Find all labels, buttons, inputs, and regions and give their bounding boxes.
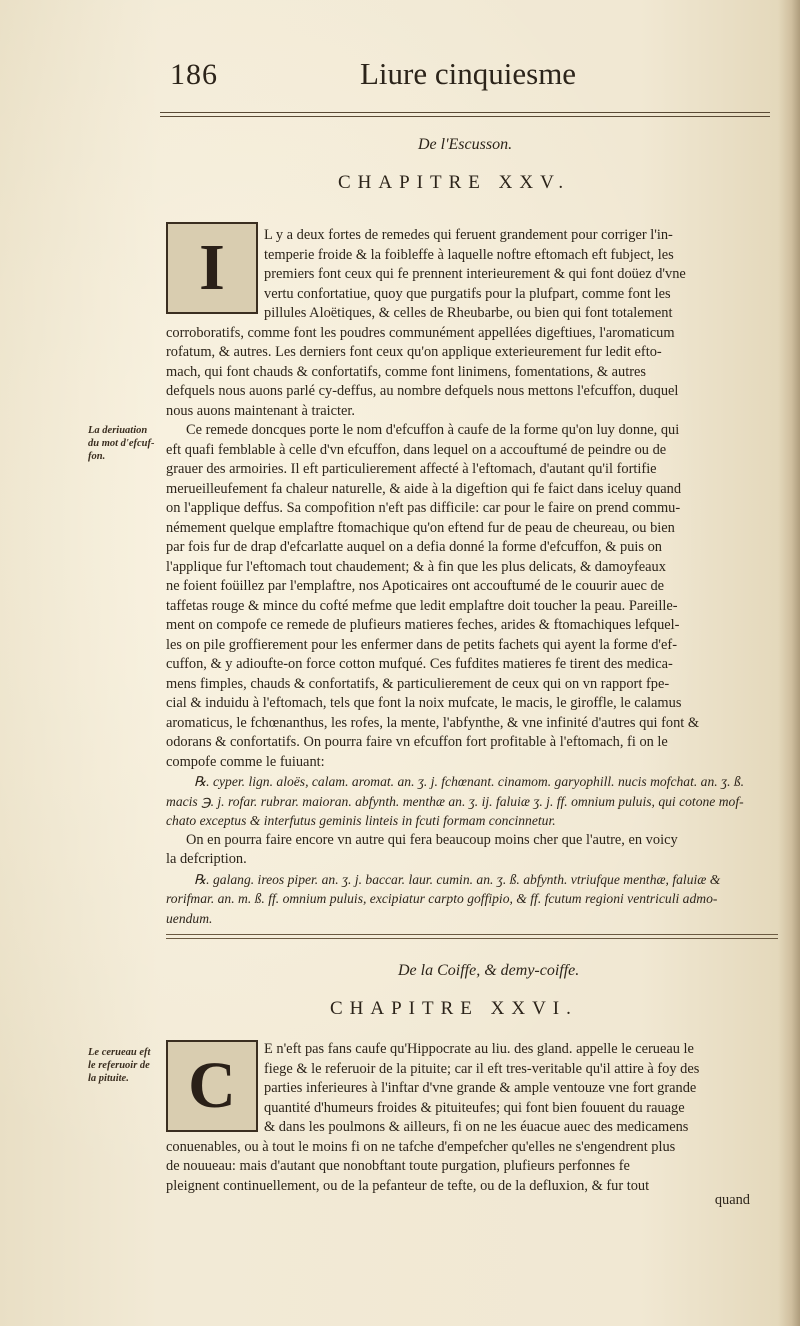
page-number: 186 [170,58,218,91]
text-line: par fois fur de drap d'efcarlatte auquel on a defia donné la forme d'efcuffon, & puis on [166,539,663,555]
text-line: temperie froide & la foibleffe à laquelle noftre eftomach eft fubject, les [264,246,674,263]
text-line: ne foient foüillez par l'emplaftre, nos Apoticaires ont accouftumé de le couurir auec de [166,578,665,594]
recipe-line: rorifmar. an. m. ß. ff. omnium puluis, excipiatur carpto goffipio, & ff. fcutum regioni ventriculi admo- [166,891,718,906]
margin-note-cerueau: Le cerueau eft le referuoir de la pituite. [88,1047,151,1084]
running-head [170,58,610,102]
text-line: vertu confortatiue, quoy que purgatifs pour la plufpart, comme font les [264,285,671,302]
text-line: merueilleufement fa chaleur naturelle, & aide à la digeftion qui fe faict dans iceluy quand [166,480,682,497]
chapter-title-xxvi: CHAPITRE XXVI. [330,998,578,1019]
text-line: eft quafi femblable à celle d'vn efcuffon, dans lequel on a accouftumé de peindre ou de [166,441,667,458]
text-line: rofatum, & autres. Les derniers font ceux qu'on applique exterieurement fur ledit efto- [166,344,662,360]
body-text-chapter-25 [166,226,778,928]
running-title: Liure cinquiesme [360,56,577,91]
text-line: ment on compofe ce remede de plufieurs matieres feches, arides & ftomachiques lefquel- [166,617,680,633]
recipe-line: ℞. galang. ireos piper. an. ʒ. j. baccar. laur. cumin. an. ʒ. ß. abfynth. vtriufque menthæ, faluiæ & [194,871,721,887]
recipe-line: uendum. [166,910,213,926]
text-line: odorans & confortatifs. On pourra faire vn efcuffon fort profitable à l'eftomach, fi on le [166,734,668,750]
chapter-divider-rule [166,934,778,939]
text-line: on l'applique deffus. Sa compofition n'eft pas difficile: car pour le faire on prend commu- [166,500,681,516]
text-line: premiers font ceux qui fe prennent interieurement & qui font doüez d'vne [264,266,686,282]
text-line: E n'eft pas fans caufe qu'Hippocrate au liu. des gland. appelle le cerueau le [264,1041,694,1057]
text-line: taffetas rouge & mince du cofté mefme que ledit emplaftre doit toucher la peau. Pareille- [166,597,678,614]
section-heading-coiffe: De la Coiffe, & demy-coiffe. [398,962,580,979]
header-rule [160,112,770,117]
drop-cap-letter: I [199,231,225,304]
recipe-line: macis ℈. j. rofar. rubrar. maioran. abfynth. menthæ an. ʒ. ij. faluiæ ʒ. j. ff. omnium puluis, qui cotone mof- [166,793,744,809]
text-line: corroboratifs, comme font les poudres communément appellées digeftiues, l'aromaticum [166,324,675,341]
catchword: quand [714,1192,750,1208]
text-line: pillules Aloëtiques, & celles de Rheubarbe, ou bien qui font totalement [264,305,673,321]
chapter-title-xxv: CHAPITRE XXV. [338,172,571,193]
text-line: compofe comme le fuiuant: [166,753,325,770]
text-line: Ce remede doncques porte le nom d'efcuffon à caufe de la forme qu'on luy donne, qui [186,422,680,438]
recipe-line: ℞. cyper. lign. aloës, calam. aromat. an. ʒ. j. fchœnant. cinamom. garyophill. nucis mofchat. an. ʒ. ß. [194,774,745,789]
text-line: & dans les poulmons & ailleurs, fi on ne les éuacue auec des medicamens [264,1119,689,1135]
text-line: defquels nous auons parlé cy-deffus, au nombre defquels nous mettons l'efcuffon, duquel [166,383,679,399]
text-line: nous auons maintenant à traicter. [166,402,356,419]
drop-cap-letter-2: C [188,1049,236,1122]
text-line: pleignent continuellement, ou de la pefanteur de tefte, ou de la defluxion, & fur tout [166,1177,650,1194]
text-line: grauer des armoiries. Il eft particulierement affecté à l'eftomach, d'autant qu'il fortifie [166,461,657,477]
text-line: l'applique fur l'eftomach tout chaudement; & à fin que les plus delicats, & damoyfeaux [166,558,666,575]
text-line: némement quelque emplaftre ftomachique qu'on eftend fur de peau de cheureau, ou bien [166,519,675,536]
text-line: parties inferieures à l'inftar d'vne grande & ample ventouze vne fort grande [264,1080,697,1096]
text-line: mens fimples, chauds & confortatifs, & particulierement de ceux qui on vn rapport fpe- [166,675,670,692]
text-line: mach, qui font chauds & confortatifs, comme font linimens, fomentations, & autres [166,363,646,380]
text-line: les on pile groffierement pour les enfermer dans de petits fachets qui ayent la forme d'ef- [166,636,678,653]
recipe-line: chato exceptus & interfutus geminis linteis in fcuti formam concinnetur. [166,813,556,828]
page-spine-shadow [778,0,800,1326]
text-line: aromaticus, le fchœnanthus, les rofes, la mente, l'abfynthe, & vne infinité d'autres qui font & [166,714,700,731]
text-line: quantité d'humeurs froides & pituiteufes; qui font bien fouuent du rauage [264,1099,685,1116]
text-line: L y a deux fortes de remedes qui feruent grandement pour corriger l'in- [264,227,673,243]
text-line: conuenables, ou à tout le moins fi on ne tafche d'empefcher qu'elles ne s'engendrent plus [166,1138,676,1155]
margin-note-deriuation: La deriuation du mot d'efcuf-fon. [88,425,155,462]
text-line: On en pourra faire encore vn autre qui fera beaucoup moins cher que l'autre, en voicy [186,831,678,848]
text-line: de nouueau: mais d'autant que nonobftant toute purgation, plufieurs perfonnes fe [166,1158,630,1174]
body-text-chapter-26 [166,1040,778,1196]
text-line: fiege & le referuoir de la pituite; car il eft tres-veritable qu'il attire à foy des [264,1060,700,1077]
section-heading-escusson: De l'Escusson. [418,136,513,153]
text-line: cial & induidu à l'eftomach, tels que font la noix mufcate, le macis, le giroffle, le calamus [166,695,682,711]
text-line: la defcription. [166,851,247,867]
text-line: cuffon, & y adioufte-on force cotton mufqué. Ces fufdites matieres fe tirent des medica- [166,656,673,672]
